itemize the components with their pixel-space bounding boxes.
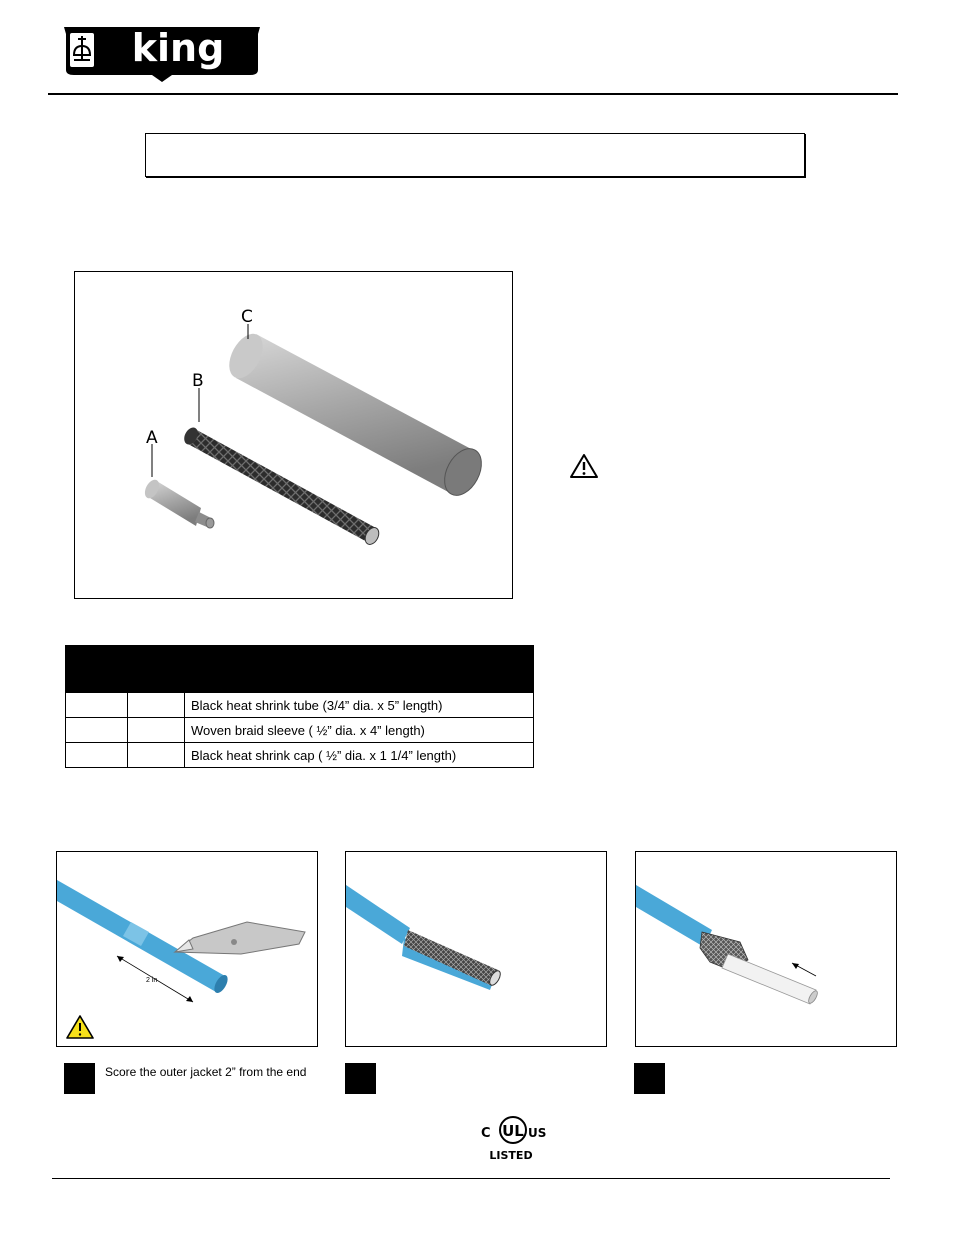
- table-cell: [128, 743, 185, 768]
- header-rule: [48, 93, 898, 95]
- table-cell: [128, 718, 185, 743]
- title-box: [145, 133, 805, 177]
- caution-icon: [67, 1016, 93, 1038]
- step-2-number-badge: [345, 1063, 376, 1094]
- step-1-caption: Score the outer jacket 2” from the end: [105, 1065, 307, 1079]
- logo-wordmark: king: [131, 26, 225, 70]
- table-cell: [128, 693, 185, 718]
- label-b: B: [192, 371, 204, 391]
- label-c: C: [241, 307, 253, 327]
- footer-rule: [52, 1178, 890, 1179]
- header-cell: [185, 646, 534, 693]
- dimension-label: 2 in: [146, 977, 158, 984]
- ul-listed-mark: [478, 1112, 554, 1164]
- part-description: Woven braid sleeve ( ½” dia. x 4” length): [185, 718, 534, 743]
- part-a-heat-shrink-cap: [142, 477, 214, 528]
- label-a: A: [146, 428, 158, 448]
- header-cell: [128, 646, 185, 693]
- table-cell: [66, 693, 128, 718]
- table-row: [66, 693, 534, 718]
- part-b-braid-sleeve: [181, 425, 381, 547]
- king-logo: [60, 24, 264, 84]
- warning-triangle-icon: [569, 453, 599, 479]
- step-2-illustration: [345, 851, 607, 1047]
- ul-text: UL: [502, 1122, 524, 1140]
- ul-listed-text: LISTED: [489, 1149, 533, 1162]
- table-row: [66, 743, 534, 768]
- ul-us-text: US: [528, 1126, 547, 1140]
- part-description: Black heat shrink cap ( ½” dia. x 1 1/4” length): [185, 743, 534, 768]
- parts-table-header: [66, 646, 534, 693]
- parts-table: [65, 645, 534, 768]
- table-row: [66, 718, 534, 743]
- step-1-number-badge: [64, 1063, 95, 1094]
- step-1-illustration: [56, 851, 318, 1047]
- part-description: Black heat shrink tube (3/4” dia. x 5” length): [185, 693, 534, 718]
- table-cell: [66, 718, 128, 743]
- ul-c-text: C: [481, 1126, 491, 1141]
- step-3-number-badge: [634, 1063, 665, 1094]
- utility-knife-icon: [175, 922, 305, 954]
- header-cell: [66, 646, 128, 693]
- kit-components-figure: [74, 271, 513, 599]
- step-3-illustration: [635, 851, 897, 1047]
- table-cell: [66, 743, 128, 768]
